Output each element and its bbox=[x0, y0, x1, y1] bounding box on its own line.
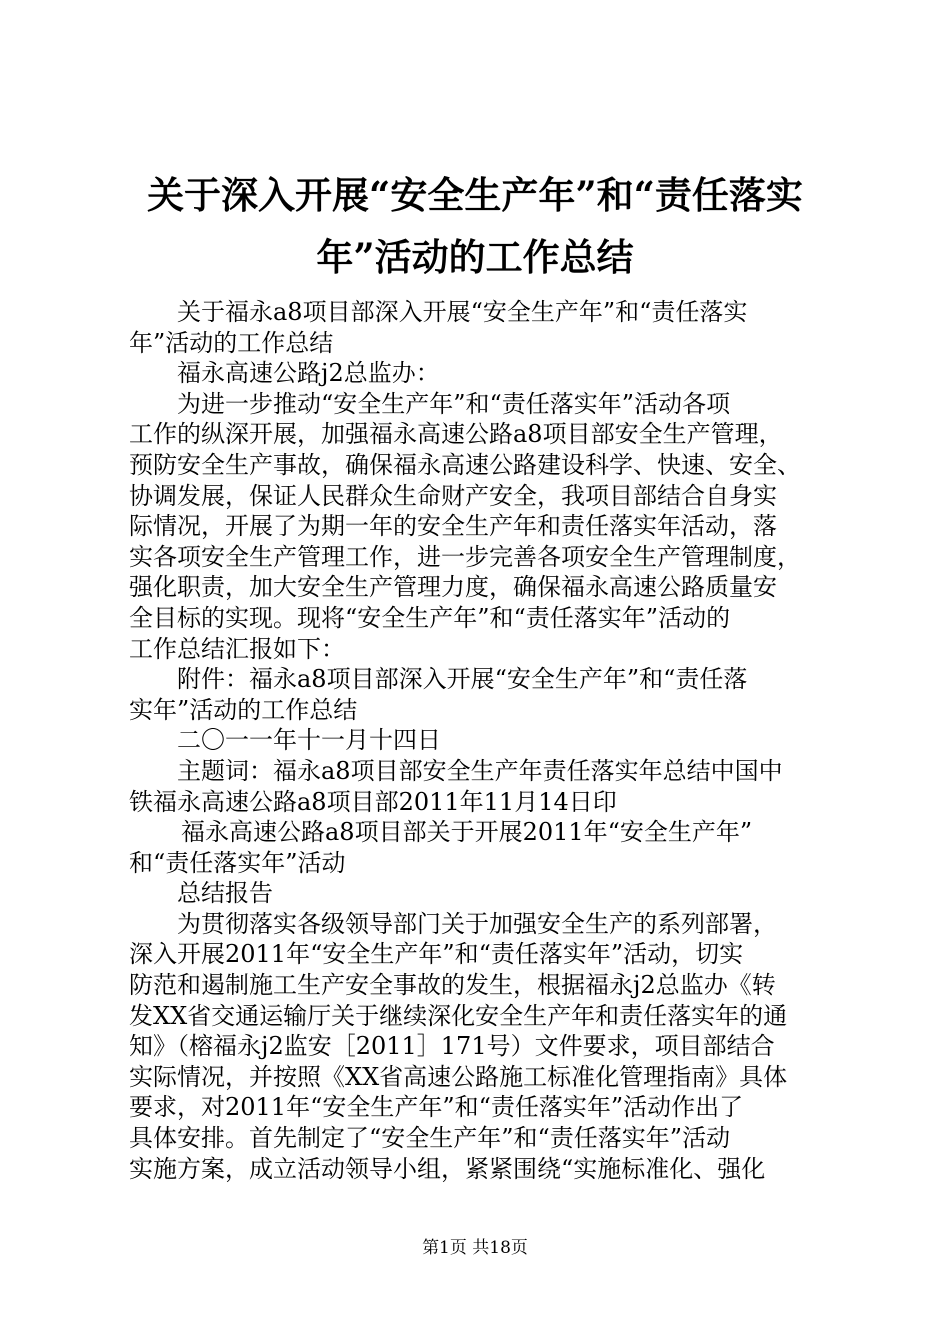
body-line: 际情况，开展了为期一年的安全生产年和责任落实年活动，落 bbox=[129, 512, 777, 541]
body-line: 发XX省交通运输厅关于继续深化安全生产年和责任落实年的通 bbox=[129, 1001, 788, 1030]
body-line: 全目标的实现。现将“安全生产年”和“责任落实年”活动的 bbox=[129, 603, 731, 632]
body-line: 福永高速公路a8项目部关于开展2011年“安全生产年” bbox=[181, 818, 753, 847]
body-line: 主题词：福永a8项目部安全生产年责任落实年总结中国中 bbox=[177, 756, 783, 785]
body-line: 工作总结汇报如下： bbox=[129, 634, 345, 663]
body-line: 为进一步推动“安全生产年”和“责任落实年”活动各项 bbox=[177, 389, 731, 418]
body-line: 二〇一一年十一月十四日 bbox=[177, 726, 441, 755]
body-line: 实年”活动的工作总结 bbox=[129, 695, 358, 724]
body-line: 和“责任落实年”活动 bbox=[129, 848, 346, 877]
body-line: 实施方案，成立活动领导小组，紧紧围绕“实施标准化、强化 bbox=[129, 1154, 766, 1183]
body-line: 工作的纵深开展，加强福永高速公路a8项目部安全生产管理， bbox=[129, 420, 783, 449]
title-line-1: 关于深入开展“安全生产年”和“责任落实 bbox=[147, 173, 803, 217]
body-line: 知》（榕福永j2监安［2011］171号）文件要求，项目部结合 bbox=[129, 1032, 775, 1061]
body-line: 强化职责，加大安全生产管理力度，确保福永高速公路质量安 bbox=[129, 573, 777, 602]
body-line: 总结报告 bbox=[177, 879, 273, 908]
body-line: 要求，对2011年“安全生产年”和“责任落实年”活动作出了 bbox=[129, 1093, 744, 1122]
body-line: 为贯彻落实各级领导部门关于加强安全生产的系列部署， bbox=[177, 909, 777, 938]
body-line: 深入开展2011年“安全生产年”和“责任落实年”活动，切实 bbox=[129, 940, 744, 969]
body-line: 附件：福永a8项目部深入开展“安全生产年”和“责任落 bbox=[177, 665, 748, 694]
body-line: 协调发展，保证人民群众生命财产安全，我项目部结合自身实 bbox=[129, 481, 777, 510]
page-number-footer: 第1页 共18页 bbox=[422, 1238, 528, 1258]
body-line: 年”活动的工作总结 bbox=[129, 328, 334, 357]
body-line: 福永高速公路j2总监办： bbox=[177, 359, 440, 388]
body-line: 预防安全生产事故，确保福永高速公路建设科学、快速、安全、 bbox=[129, 450, 801, 479]
body-line: 实际情况，并按照《XX省高速公路施工标准化管理指南》具体 bbox=[129, 1062, 788, 1091]
document-title bbox=[100, 164, 850, 288]
body-line: 防范和遏制施工生产安全事故的发生，根据福永j2总监办《转 bbox=[129, 971, 776, 1000]
body-line: 关于福永a8项目部深入开展“安全生产年”和“责任落实 bbox=[177, 298, 748, 326]
body-line: 铁福永高速公路a8项目部2011年11月14日印 bbox=[129, 787, 617, 816]
title-line-2: 年”活动的工作总结 bbox=[316, 235, 634, 279]
body-line: 实各项安全生产管理工作，进一步完善各项安全生产管理制度， bbox=[129, 542, 801, 571]
body-line: 具体安排。首先制定了“安全生产年”和“责任落实年”活动 bbox=[129, 1124, 731, 1153]
document-body bbox=[129, 297, 834, 1184]
